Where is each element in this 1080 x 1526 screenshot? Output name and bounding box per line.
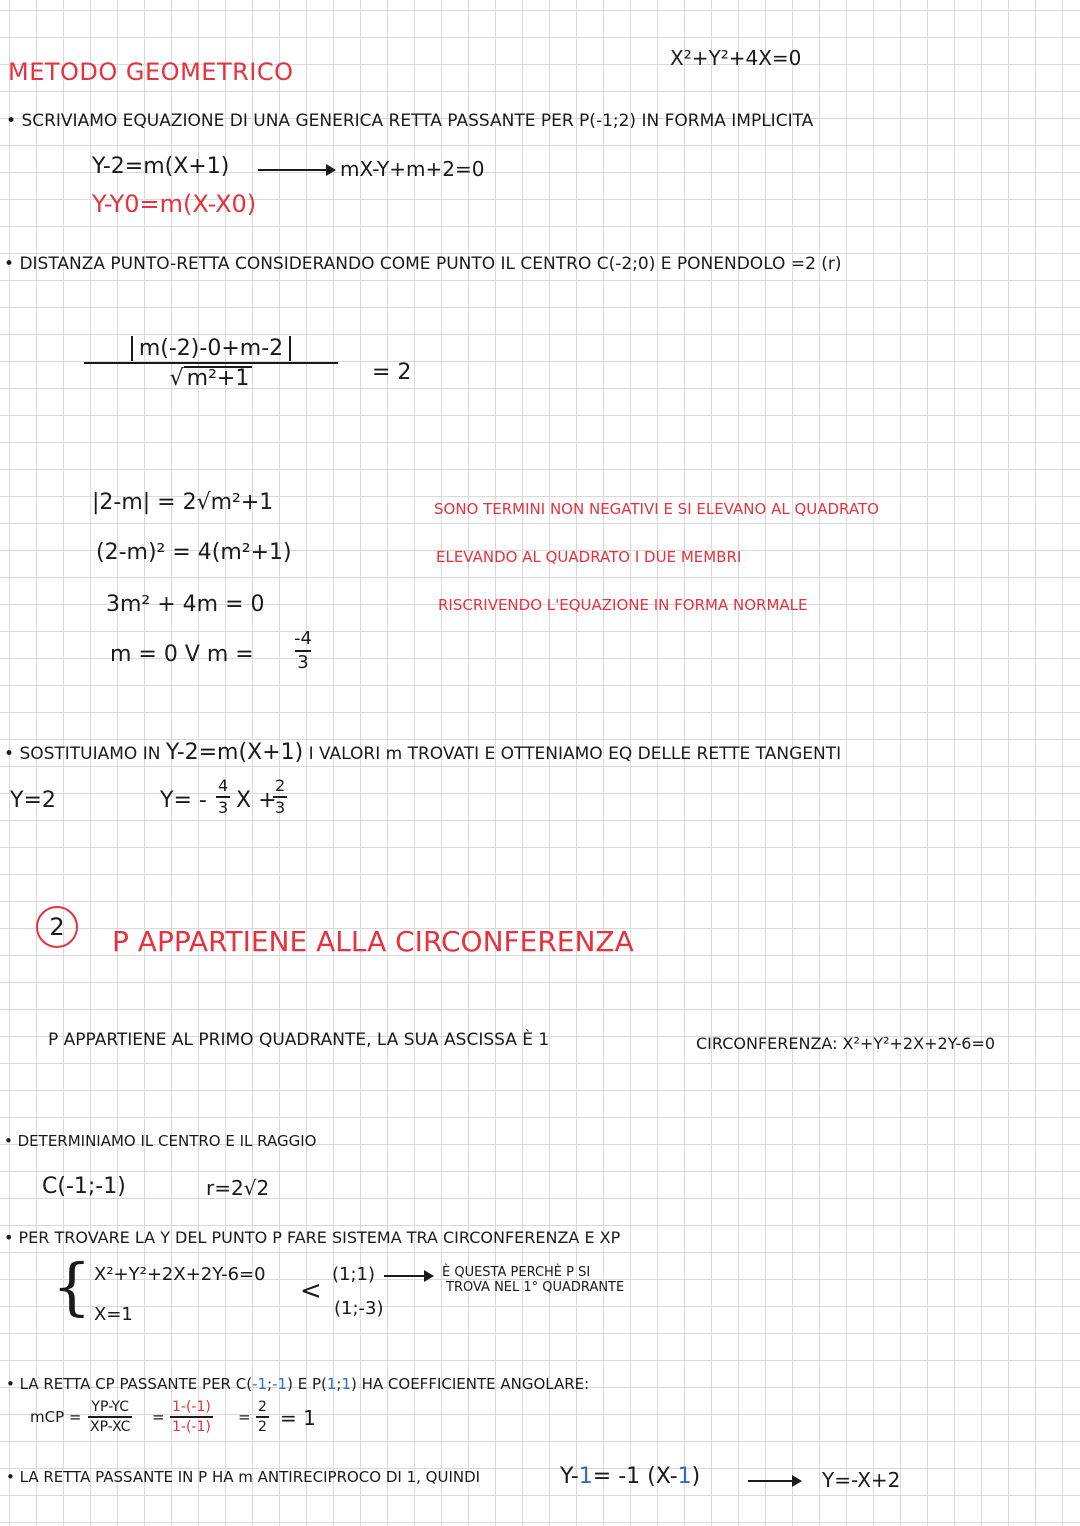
slope-result: = 1 <box>280 1406 316 1430</box>
slope-formula-denominator: XP-XC <box>88 1416 132 1434</box>
arrow-right-icon <box>748 1480 800 1482</box>
tangent-line-2-start: Y= - <box>160 788 207 813</box>
bullet-find-y: • PER TROVARE LA Y DEL PUNTO P FARE SISTEMA TRA CIRCONFERENZA E XP <box>4 1228 621 1247</box>
circle-equation: X²+Y²+4X=0 <box>670 46 802 70</box>
slope-result-fraction <box>256 1400 269 1434</box>
perp-eq-x-value: 1 <box>677 1464 692 1489</box>
bullet-center-radius: • DETERMINIAMO IL CENTRO E IL RAGGIO <box>4 1132 317 1150</box>
tangent-line-2-middle: X + <box>236 788 277 813</box>
bullet-line-cp: • LA RETTA CP PASSANTE PER C(-1;-1) E P(1;1) HA COEFFICIENTE ANGOLARE: <box>6 1375 590 1393</box>
distance-equals-radius: = 2 <box>372 360 412 385</box>
note-normal-form: RISCRIVENDO L'EQUAZIONE IN FORMA NORMALE <box>438 596 808 614</box>
bullet-substitution-text-a: SOSTITUIAMO IN <box>19 744 161 764</box>
tangent-intercept-numerator: 2 <box>275 776 286 795</box>
step-squared: (2-m)² = 4(m²+1) <box>96 540 292 565</box>
slope-formula-numerator: YP-YC <box>91 1399 130 1415</box>
step-absolute-value: |2-m| = 2√m²+1 <box>92 490 274 515</box>
bullet-implicit-line-text: SCRIVIAMO EQUAZIONE DI UNA GENERICA RETTA PASSANTE PER P(-1;2) IN FORMA IMPLICITA <box>21 111 814 131</box>
line-equation-point-slope: Y-2=m(X+1) <box>92 154 230 179</box>
bullet-substitution-text-b: I VALORI m TROVATI E OTTENIAMO EQ DELLE RETTE TANGENTI <box>308 744 842 764</box>
bullet-center-radius-text: DETERMINIAMO IL CENTRO E IL RAGGIO <box>17 1132 317 1150</box>
line-equation-implicit: mX-Y+m+2=0 <box>340 157 485 181</box>
note-non-negative-terms: SONO TERMINI NON NEGATIVI E SI ELEVANO AL QUADRATO <box>434 500 879 518</box>
system-equation-2: X=1 <box>94 1304 133 1325</box>
solutions-branch-icon: < <box>300 1276 322 1306</box>
bullet-line-cp-text-c: ) HA COEFFICIENTE ANGOLARE: <box>351 1375 590 1393</box>
point-separator: ; <box>336 1375 342 1393</box>
point-y-value: 1 <box>341 1375 351 1393</box>
perp-eq-part-e: ) <box>691 1464 701 1489</box>
slope-result-numerator: 2 <box>258 1399 267 1415</box>
center-y-value: -1 <box>272 1375 288 1393</box>
perp-eq-y-value: 1 <box>578 1464 593 1489</box>
slope-formula-fraction <box>88 1400 132 1434</box>
perp-eq-part-a: Y- <box>560 1464 579 1489</box>
solution-fraction <box>292 630 314 672</box>
perpendicular-line-equation <box>560 1466 700 1488</box>
p-first-quadrant: P APPARTIENE AL PRIMO QUADRANTE, LA SUA ASCISSA È 1 <box>48 1030 550 1050</box>
slope-equals-1: = <box>152 1408 165 1426</box>
bullet-point-line-distance-text: DISTANZA PUNTO-RETTA CONSIDERANDO COME PUNTO IL CENTRO C(-2;0) E PONENDOLO =2 (r) <box>19 254 842 274</box>
bullet-substitution: • SOSTITUIAMO IN Y-2=m(X+1) I VALORI m TROVATI E OTTENIAMO EQ DELLE RETTE TANGENTI <box>4 740 842 765</box>
bullet-implicit-line: • SCRIVIAMO EQUAZIONE DI UNA GENERICA RETTA PASSANTE PER P(-1;2) IN FORMA IMPLICITA <box>6 111 814 131</box>
tangent-intercept-fraction <box>273 778 287 816</box>
center-coordinates: C(-1;-1) <box>42 1174 126 1199</box>
bullet-point-line-distance: • DISTANZA PUNTO-RETTA CONSIDERANDO COME PUNTO IL CENTRO C(-2;0) E PONENDOLO =2 (r) <box>4 254 842 274</box>
distance-fraction: $\frac{m(-2)-0+m-2}{\text{√ m²+1}}$ <box>84 338 338 390</box>
tangent-intercept-denominator: 3 <box>275 798 286 817</box>
slope-equals-2: = <box>238 1408 251 1426</box>
system-equation-1: X²+Y²+2X+2Y-6=0 <box>94 1264 266 1285</box>
step-solutions: m = 0 V m = <box>110 642 254 667</box>
bullet-perpendicular-line: • LA RETTA PASSANTE IN P HA m ANTIRECIPROCO DI 1, QUINDI <box>6 1468 481 1486</box>
bullet-substitution-equation: Y-2=m(X+1) <box>165 740 304 765</box>
section-title-geometric-method: METODO GEOMETRICO <box>8 58 294 86</box>
solution-2: (1;-3) <box>334 1298 384 1319</box>
section-number-circle: 2 <box>36 906 78 948</box>
center-x-value: -1 <box>252 1375 268 1393</box>
general-point-slope-formula: Y-Y0=m(X-X0) <box>92 190 257 218</box>
distance-numerator: m(-2)-0+m-2 <box>131 336 291 361</box>
slope-values-denominator: 1-(-1) <box>170 1416 213 1434</box>
radius-value: r=2√2 <box>206 1176 270 1200</box>
tangent-slope-denominator: 3 <box>218 798 229 817</box>
solution-fraction-denominator: 3 <box>297 652 309 673</box>
bullet-find-y-text: PER TROVARE LA Y DEL PUNTO P FARE SISTEMA TRA CIRCONFERENZA E XP <box>18 1228 621 1247</box>
solution-note-line-2: TROVA NEL 1° QUADRANTE <box>446 1280 625 1295</box>
arrow-right-icon <box>384 1275 432 1277</box>
step-normal-form: 3m² + 4m = 0 <box>106 592 265 617</box>
perpendicular-line-result: Y=-X+2 <box>822 1468 901 1492</box>
tangent-slope-fraction <box>216 778 230 816</box>
solution-1: (1;1) <box>332 1264 376 1285</box>
solution-fraction-numerator: -4 <box>294 628 312 649</box>
slope-label: mCP = <box>30 1408 82 1426</box>
system-brace-icon: { <box>52 1250 92 1323</box>
section-title-p-on-circle: P APPARTIENE ALLA CIRCONFERENZA <box>112 925 634 958</box>
bullet-perpendicular-line-text: LA RETTA PASSANTE IN P HA m ANTIRECIPROCO DI 1, QUINDI <box>19 1468 481 1486</box>
point-x-value: 1 <box>326 1375 337 1393</box>
perp-eq-part-c: = -1 (X- <box>592 1464 678 1489</box>
slope-result-denominator: 2 <box>256 1416 269 1434</box>
slope-values-numerator: 1-(-1) <box>172 1399 211 1415</box>
bullet-line-cp-text-a: LA RETTA CP PASSANTE PER C( <box>19 1375 253 1393</box>
center-separator: ; <box>267 1375 273 1393</box>
bullet-line-cp-text-b: ) E P( <box>287 1375 327 1393</box>
tangent-slope-numerator: 4 <box>218 776 229 795</box>
solution-note-line-1: È QUESTA PERCHÈ P SI <box>442 1265 591 1280</box>
circumference-equation: CIRCONFERENZA: X²+Y²+2X+2Y-6=0 <box>696 1034 996 1053</box>
slope-values-fraction <box>170 1400 213 1434</box>
arrow-right-icon <box>258 169 334 171</box>
tangent-line-1: Y=2 <box>10 788 56 813</box>
note-squaring-both-members: ELEVANDO AL QUADRATO I DUE MEMBRI <box>436 548 742 566</box>
distance-denominator: m²+1 <box>184 366 253 390</box>
